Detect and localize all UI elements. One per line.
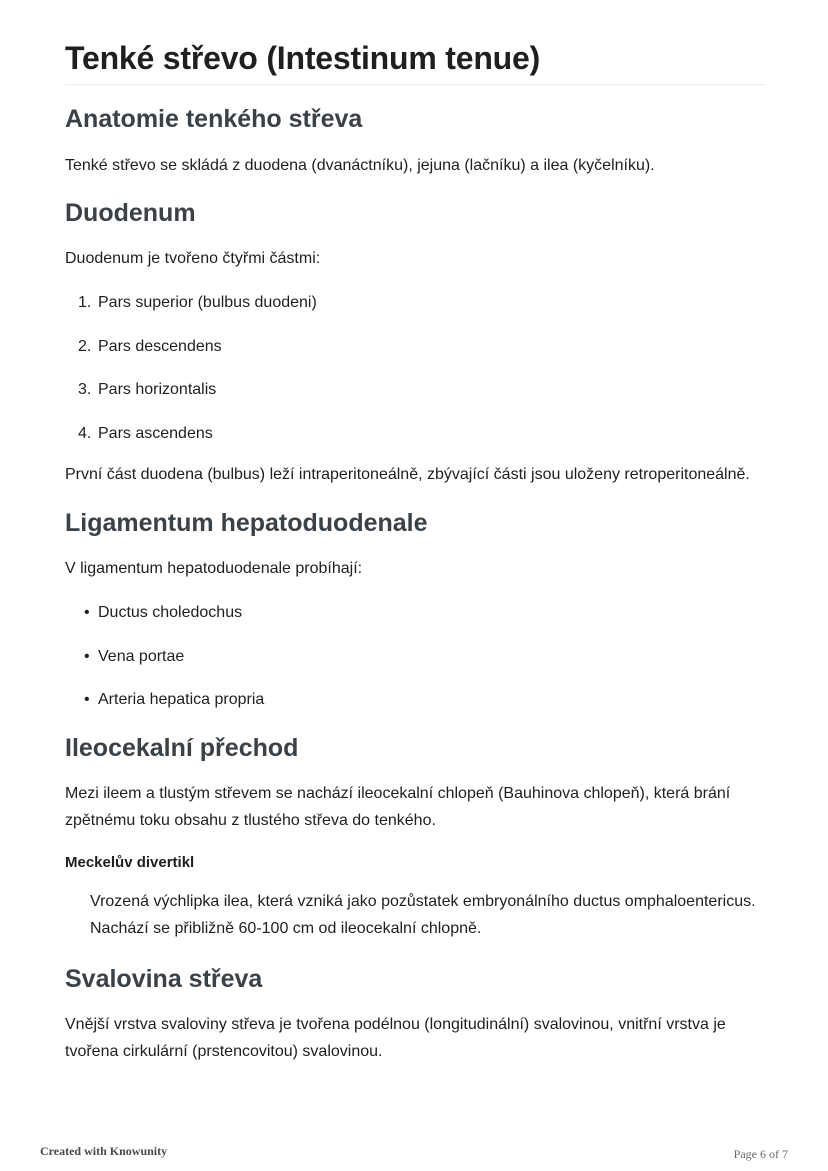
- list-item: 4. Pars ascendens: [78, 424, 213, 442]
- list-item: • Vena portae: [65, 643, 765, 670]
- bullet-icon: •: [84, 604, 90, 621]
- paragraph-ileocecal: Mezi ileem a tlustým střevem se nachází ileocekalní chlopeň (Bauhinova chlopeň), která brání zpětnému toku obsahu z tlustého střeva do tenkého.: [65, 785, 731, 829]
- paragraph-duodenum-intro: Duodenum je tvořeno čtyřmi částmi:: [65, 250, 321, 267]
- list-item: 2. Pars descendens: [78, 337, 222, 355]
- list-item: 1. Pars superior (bulbus duodeni): [78, 294, 317, 311]
- bullet-icon: •: [84, 691, 90, 708]
- bullet-icon: •: [84, 647, 90, 665]
- duodenum-parts-list: [65, 289, 765, 447]
- list-item: • Arteria hepatica propria: [65, 686, 765, 713]
- paragraph-muscle: Vnější vrstva svaloviny střeva je tvořena podélnou (longitudinální) svalovinou, vnitřní vrstva je tvořena cirkulární (prstencovitou) svalovinou.: [65, 1016, 726, 1060]
- document-page: [65, 0, 765, 1065]
- paragraph-anatomy: Tenké střevo se skládá z duodena (dvanáctníku), jejuna (lačníku) a ilea (kyčelníku).: [65, 157, 655, 174]
- footer-page-number: Page 6 of 7: [733, 1147, 788, 1161]
- subheading-meckel: Meckelův divertikl: [65, 854, 195, 871]
- list-item: • Ductus choledochus: [65, 599, 765, 626]
- section-heading-ligamentum: Ligamentum hepatoduodenale: [65, 509, 428, 537]
- section-heading-ileocecal: Ileocekalní přechod: [65, 734, 299, 762]
- ligamentum-structures-list: [65, 599, 765, 713]
- section-heading-anatomy: Anatomie tenkého střeva: [65, 105, 363, 133]
- section-heading-duodenum: Duodenum: [65, 199, 196, 227]
- list-item: 3. Pars horizontalis: [78, 381, 217, 398]
- section-heading-muscle: Svalovina střeva: [65, 965, 263, 993]
- footer-created-with: Created with Knowunity: [40, 1144, 168, 1158]
- blockquote-meckel: Vrozená výchlipka ilea, která vzniká jako pozůstatek embryonálního ductus omphaloentericus. Nachází se přibližně 60-100 cm od ileocekalní chlopně.: [90, 893, 756, 937]
- paragraph-ligamentum-intro: V ligamentum hepatoduodenale probíhají:: [65, 560, 363, 577]
- paragraph-duodenum-note: První část duodena (bulbus) leží intraperitoneálně, zbývající části jsou uloženy retroperitoneálně.: [65, 466, 750, 483]
- page-title: Tenké střevo (Intestinum tenue): [65, 38, 765, 85]
